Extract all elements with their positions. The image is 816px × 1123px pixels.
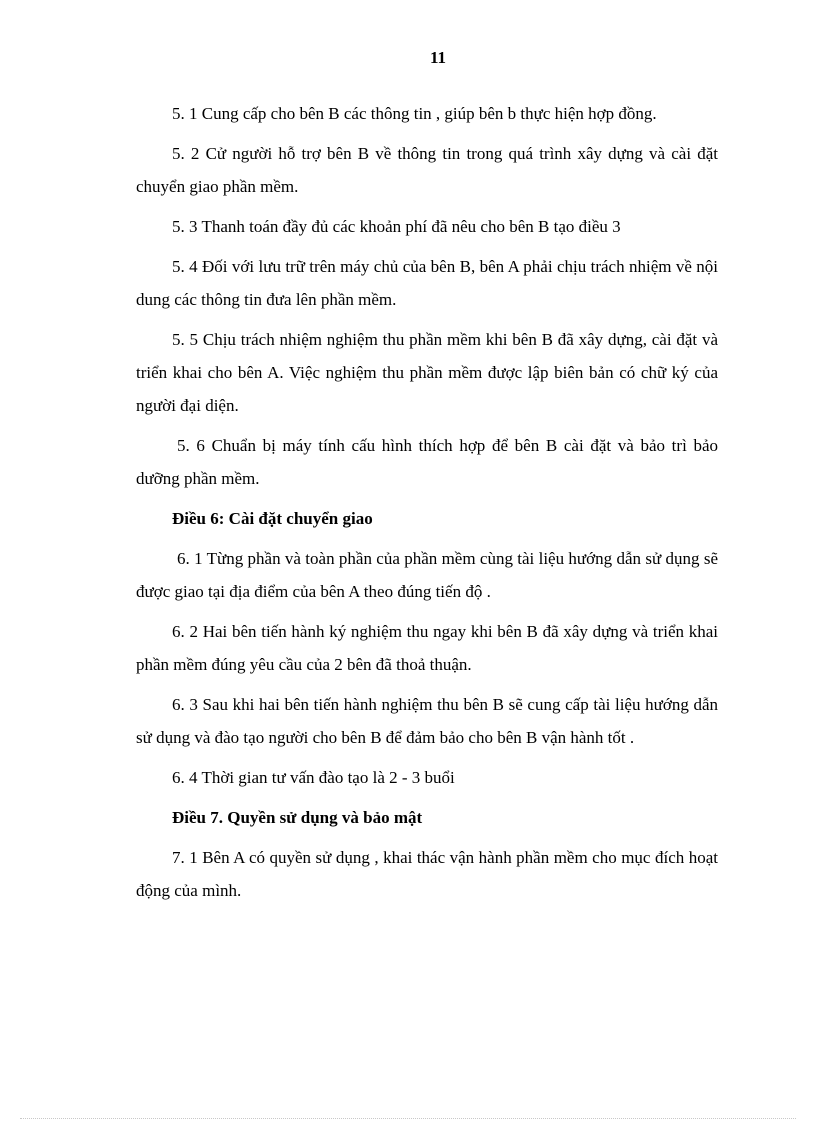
clause-5-6: 5. 6 Chuẩn bị máy tính cấu hình thích hợp để bên B cài đặt và bảo trì bảo dưỡng phần mềm.: [136, 436, 718, 488]
clause-5-5: 5. 5 Chịu trách nhiệm nghiệm thu phần mềm khi bên B đã xây dựng, cài đặt và triển khai cho bên A. Việc nghiệm thu phần mềm được lập biên bản có chữ ký của người đại diện.: [136, 330, 718, 415]
page-bottom-divider: [20, 1118, 796, 1119]
document-body: [136, 97, 718, 914]
clause-6-1: 6. 1 Từng phần và toàn phần của phần mềm cùng tài liệu hướng dẫn sử dụng sẽ được giao tại địa điểm của bên A theo đúng tiến độ .: [136, 549, 718, 601]
clause-6-2: 6. 2 Hai bên tiến hành ký nghiệm thu ngay khi bên B đã xây dựng và triển khai phần mềm đúng yêu cầu của 2 bên đã thoả thuận.: [136, 622, 718, 674]
clause-6-3: 6. 3 Sau khi hai bên tiến hành nghiệm thu bên B sẽ cung cấp tài liệu hướng dẫn sử dụng và đào tạo người cho bên B để đảm bảo cho bên B vận hành tốt .: [136, 695, 718, 747]
clause-5-1: 5. 1 Cung cấp cho bên B các thông tin , giúp bên b thực hiện hợp đồng.: [172, 104, 657, 123]
clause-5-3: 5. 3 Thanh toán đầy đủ các khoản phí đã nêu cho bên B tạo điều 3: [172, 217, 621, 236]
page-number: 11: [429, 48, 447, 67]
clause-5-2: 5. 2 Cử người hỗ trợ bên B về thông tin trong quá trình xây dựng và cài đặt chuyển giao phần mềm.: [136, 144, 718, 196]
article-7-heading: Điều 7. Quyền sử dụng và bảo mật: [172, 808, 423, 827]
clause-6-4: 6. 4 Thời gian tư vấn đào tạo là 2 - 3 buổi: [172, 768, 455, 787]
article-6-heading: Điều 6: Cài đặt chuyển giao: [172, 509, 373, 528]
clause-5-4: 5. 4 Đối với lưu trữ trên máy chủ của bên B, bên A phải chịu trách nhiệm về nội dung các thông tin đưa lên phần mềm.: [136, 257, 718, 309]
clause-7-1: 7. 1 Bên A có quyền sử dụng , khai thác vận hành phần mềm cho mục đích hoạt động của mình.: [136, 848, 718, 900]
